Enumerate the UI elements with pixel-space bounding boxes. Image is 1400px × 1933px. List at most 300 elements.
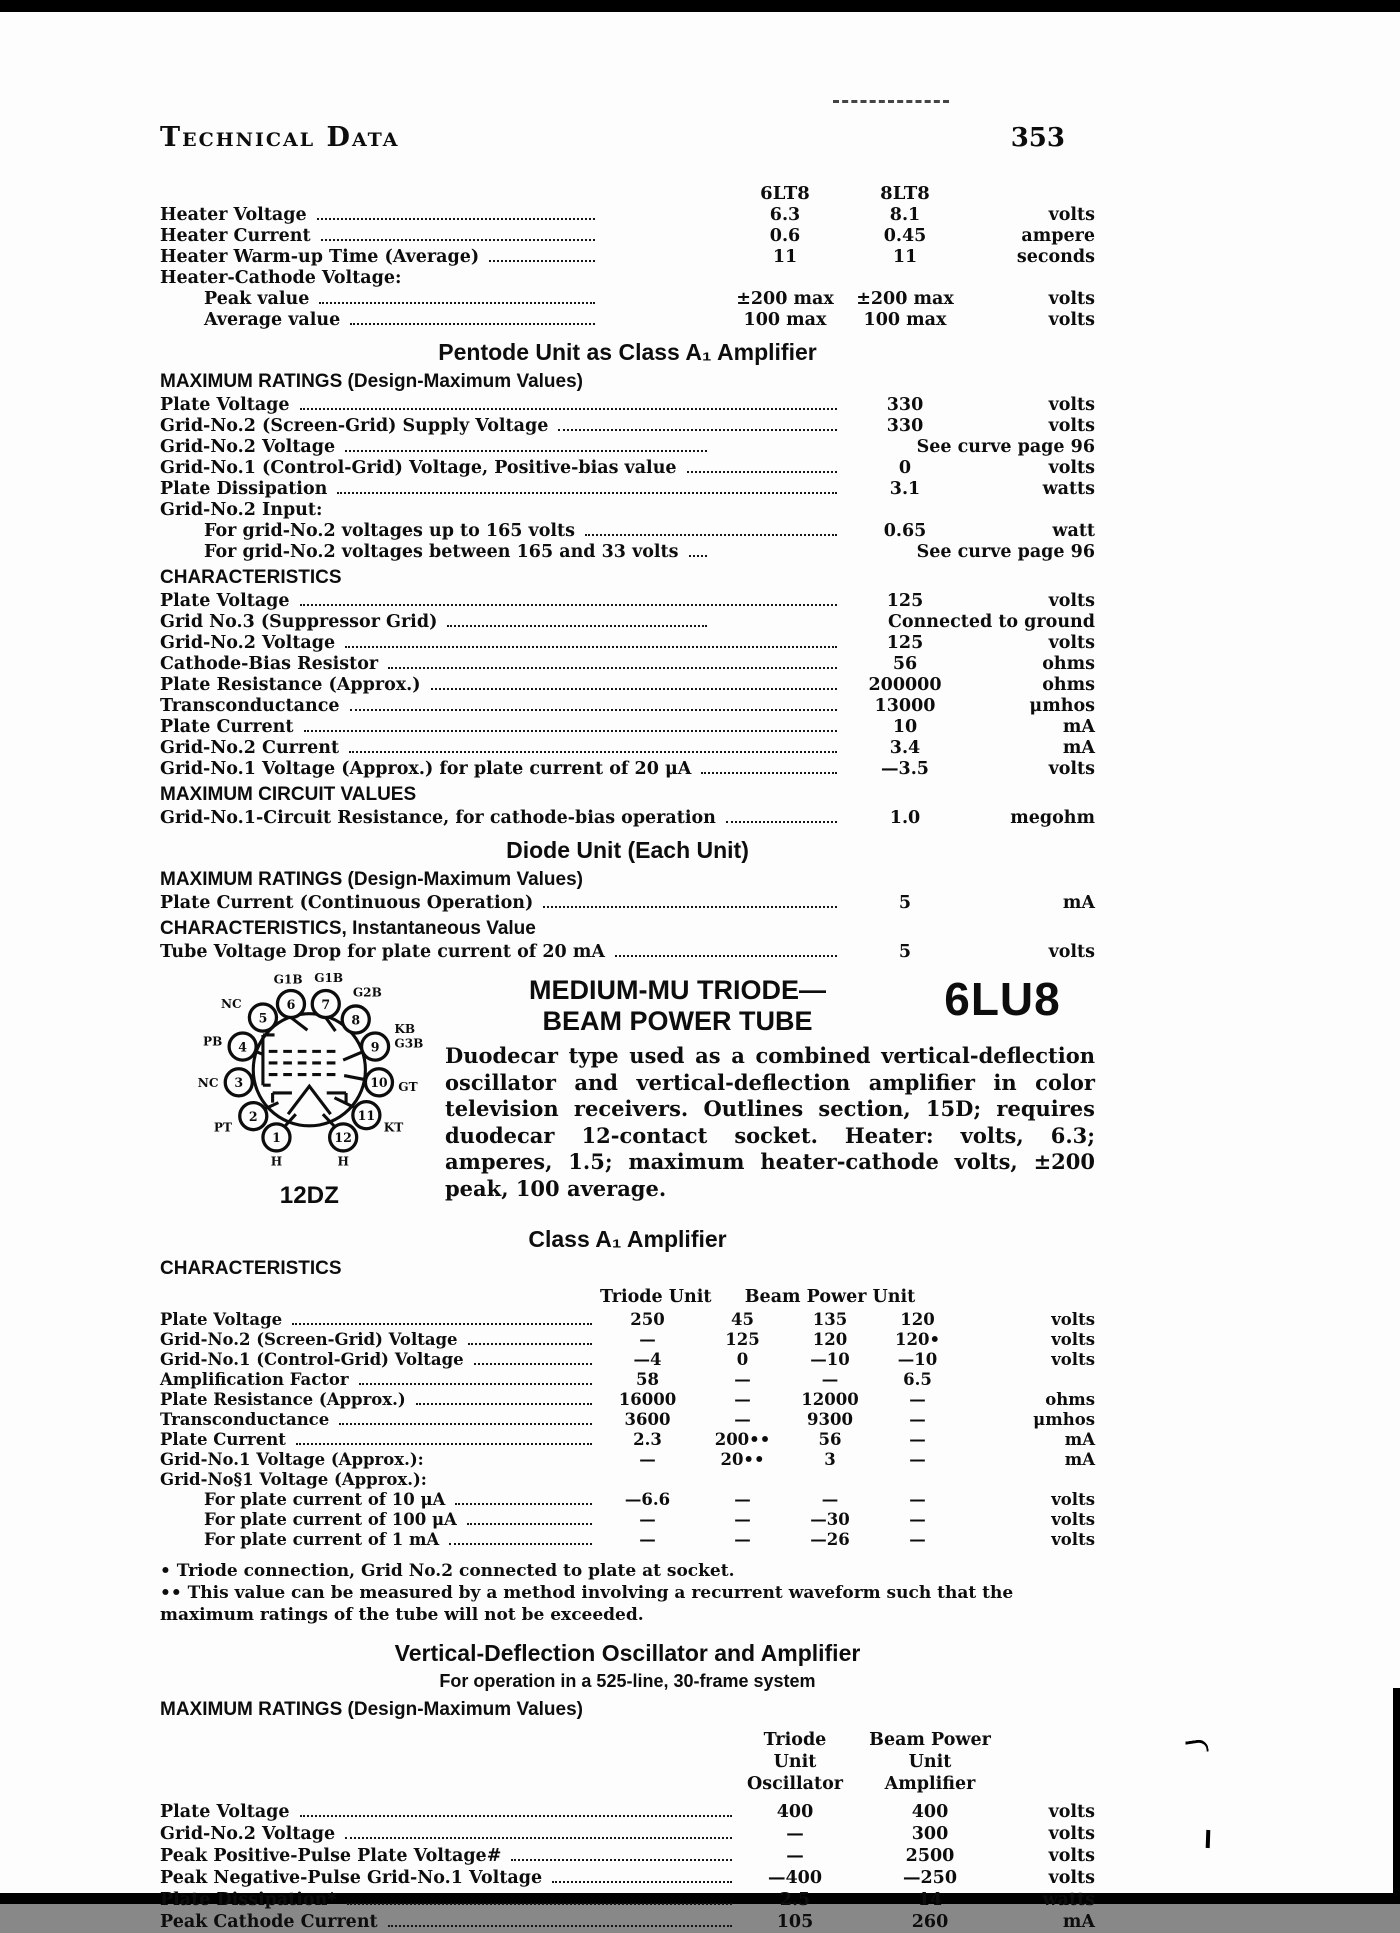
table-row [160, 416, 1095, 437]
unit: mA [1064, 1450, 1095, 1469]
row-label: Plate Voltage [160, 591, 290, 611]
basing-diagram-svg [145, 969, 435, 1214]
vdo-subtitle: For operation in a 525-line, 30-frame system [439, 1671, 816, 1691]
row-label: Plate Voltage [160, 395, 290, 415]
pin-11-label: KT [383, 1120, 404, 1135]
table-row [160, 542, 1095, 563]
value-oscillator: — [786, 1824, 804, 1844]
unit: mA [1062, 1912, 1095, 1932]
value-amplifier: 300 [911, 1824, 949, 1844]
value-amplifier: 14 [917, 1890, 943, 1910]
value: 330 [886, 395, 924, 415]
table-row [160, 1430, 1095, 1450]
pin-1-number: 1 [272, 1130, 281, 1146]
row-label: Peak Negative-Pulse Grid-No.1 Voltage [160, 1868, 543, 1888]
table-row [160, 437, 1095, 458]
pentode-max-ratings-table [160, 395, 1095, 563]
table-row [160, 1530, 1095, 1550]
unit: volts [1048, 759, 1095, 779]
value: 13000 [874, 696, 936, 716]
unit: mA [1062, 738, 1095, 758]
value-oscillator: —400 [767, 1868, 823, 1888]
unit: watts [1042, 1890, 1095, 1910]
row-label: Tube Voltage Drop for plate current of 20 mA [160, 942, 605, 962]
value-triode: 250 [630, 1310, 665, 1329]
footnote: • Triode connection, Grid No.2 connected to plate at socket. [160, 1561, 735, 1581]
dot-leader [552, 1881, 732, 1883]
value-beam-3: 120• [895, 1330, 940, 1349]
unit: ohms [1042, 675, 1095, 695]
dot-leader [474, 1363, 592, 1365]
row-label: Grid No.3 (Suppressor Grid) [160, 612, 438, 632]
value: 3.1 [889, 479, 921, 499]
dot-leader [347, 1903, 733, 1905]
value-8lt8: 0.45 [883, 226, 927, 246]
value-beam-2: 3 [824, 1450, 836, 1469]
value-triode: —6.6 [624, 1490, 671, 1509]
pin-8-number: 8 [351, 1012, 361, 1028]
row-label: Heater Warm-up Time (Average) [160, 247, 480, 267]
unit: volts [1051, 1310, 1095, 1329]
row-label: Plate Resistance (Approx.) [160, 1390, 406, 1409]
footnote: •• This value can be measured by a method involving a recurrent waveform such that the maximum ratings of the tube will not be exceeded. [160, 1583, 1014, 1625]
value-beam-1: — [734, 1490, 751, 1509]
value-beam-3: — [909, 1530, 926, 1549]
row-label: Grid-No.2 (Screen-Grid) Voltage [160, 1330, 458, 1349]
table-row [160, 808, 1095, 829]
unit: μmhos [1033, 1410, 1095, 1429]
max-circuit-values-heading: MAXIMUM CIRCUIT VALUES [160, 784, 417, 805]
row-label: For plate current of 100 μA [204, 1510, 457, 1529]
value-beam-1: — [734, 1510, 751, 1529]
table-row [160, 759, 1095, 780]
row-label: For plate current of 10 μA [204, 1490, 446, 1509]
dot-leader [345, 646, 837, 648]
vdo-column-headers [160, 1729, 1095, 1795]
scan-artifact-top-bar [0, 0, 1400, 12]
value: See curve page 96 [916, 542, 1095, 562]
pin-1-label: H [270, 1154, 283, 1169]
pentode-characteristics-table [160, 591, 1095, 780]
dot-leader [558, 429, 837, 431]
dot-leader [345, 1837, 732, 1839]
diode-max-ratings-table [160, 893, 1095, 914]
value-beam-2: 135 [812, 1310, 848, 1329]
value-6lt8: 11 [772, 247, 798, 267]
row-label: Heater-Cathode Voltage: [160, 268, 402, 288]
dot-leader [300, 604, 837, 606]
pin-7-number: 7 [321, 996, 331, 1012]
table-row [160, 1801, 1095, 1823]
value: 56 [892, 654, 918, 674]
value: 1.0 [889, 808, 921, 828]
scan-artifact-tick [1206, 1830, 1211, 1848]
row-label: Grid-No.2 Input: [160, 500, 323, 520]
section-title-pentode: Pentode Unit as Class A₁ Amplifier [438, 339, 817, 365]
table-row [160, 268, 1095, 289]
row-label: For plate current of 1 mA [204, 1530, 440, 1549]
table-row [160, 717, 1095, 738]
pin-9-label2: G3B [394, 1036, 424, 1051]
table-row [160, 205, 1095, 226]
pin-9-label: KB [394, 1022, 416, 1037]
row-label: Plate Dissipation [160, 479, 328, 499]
unit: volts [1048, 310, 1095, 330]
unit: ampere [1021, 226, 1095, 246]
dot-leader [388, 667, 837, 669]
pin-5-label: NC [221, 996, 242, 1011]
pin-11-number: 11 [357, 1108, 376, 1124]
dot-leader [726, 821, 837, 823]
pin-6-number: 6 [286, 996, 296, 1012]
pin-2-number: 2 [248, 1108, 258, 1124]
dot-leader [431, 688, 837, 690]
section-title-diode: Diode Unit (Each Unit) [506, 837, 749, 863]
section-title-vdo: Vertical-Deflection Oscillator and Amplifier [394, 1640, 861, 1666]
table-row [160, 893, 1095, 914]
table-row [160, 633, 1095, 654]
diode-max-ratings-heading: MAXIMUM RATINGS (Design-Maximum Values) [160, 869, 583, 890]
unit: volts [1048, 1824, 1095, 1844]
table-row [160, 1845, 1095, 1867]
section-title-class-a1: Class A₁ Amplifier [528, 1226, 727, 1252]
dot-leader [337, 492, 837, 494]
table-row [160, 1889, 1095, 1911]
row-label: Grid-No.1 Voltage (Approx.) for plate current of 20 μA [160, 759, 692, 779]
value-beam-3: — [909, 1430, 926, 1449]
row-label: Plate Dissipation* [160, 1890, 337, 1910]
value-triode: — [639, 1330, 656, 1349]
dot-leader [345, 450, 707, 452]
value-beam-1: 45 [731, 1310, 754, 1329]
table-row [160, 591, 1095, 612]
row-label: Transconductance [160, 696, 340, 716]
pin-7-label: G1B [314, 970, 344, 985]
unit: volts [1048, 591, 1095, 611]
dot-leader [615, 955, 837, 957]
unit: volts [1051, 1350, 1095, 1369]
column-header-beam-amplifier: Beam Power Unit Amplifier [869, 1730, 991, 1794]
dot-leader [317, 218, 595, 220]
tube-6lu8-section [145, 969, 1095, 1218]
row-label: Plate Voltage [160, 1310, 283, 1329]
value-beam-2: —30 [810, 1510, 850, 1529]
value: 10 [892, 717, 918, 737]
row-label: Grid-No§1 Voltage (Approx.): [160, 1470, 427, 1489]
table-row [160, 1330, 1095, 1350]
unit: watt [1052, 521, 1095, 541]
unit: volts [1051, 1530, 1095, 1549]
footnotes [160, 1560, 1095, 1626]
unit: volts [1048, 205, 1095, 225]
table-row [160, 1450, 1095, 1470]
row-label: Grid-No.2 Voltage [160, 1824, 336, 1844]
value-oscillator: — [786, 1846, 804, 1866]
table-row [160, 612, 1095, 633]
value: 0 [898, 458, 912, 478]
pin-6-label: G1B [273, 972, 303, 987]
dot-leader [339, 1423, 592, 1425]
value-beam-3: — [909, 1450, 926, 1469]
row-label: Grid-No.2 Voltage [160, 437, 336, 457]
pin-10-label: GT [398, 1080, 418, 1095]
table-row [160, 1867, 1095, 1889]
tube-basing-diagram [145, 969, 435, 1218]
dot-leader [296, 1443, 592, 1445]
characteristics-heading: CHARACTERISTICS [160, 567, 342, 588]
value: 200000 [868, 675, 942, 695]
dot-leader [687, 471, 837, 473]
table-row [160, 458, 1095, 479]
pin-9-number: 9 [370, 1039, 380, 1055]
row-label: Peak Cathode Current [160, 1912, 378, 1932]
table-row [160, 521, 1095, 542]
value-triode: 16000 [618, 1390, 677, 1409]
dot-leader [511, 1859, 732, 1861]
value: 330 [886, 416, 924, 436]
tube-model-number: 6LU8 [944, 973, 1061, 1025]
table-row [160, 942, 1095, 963]
page-header [160, 122, 1095, 153]
row-label: Transconductance [160, 1410, 330, 1429]
table-row [160, 1510, 1095, 1530]
value: 125 [886, 633, 924, 653]
value-amplifier: 2500 [905, 1846, 955, 1866]
row-label: Grid-No.2 Voltage [160, 633, 336, 653]
page-title: Technical Data [160, 122, 400, 153]
value: 5 [898, 893, 912, 913]
value-beam-1: 200•• [714, 1430, 771, 1449]
vdo-max-ratings-table [160, 1801, 1095, 1933]
row-label: Plate Current (Continuous Operation) [160, 893, 534, 913]
value-triode: — [639, 1530, 656, 1549]
row-label: Grid-No.1 Voltage (Approx.): [160, 1450, 424, 1469]
unit: ohms [1045, 1390, 1095, 1409]
dot-leader [585, 534, 837, 536]
unit: mA [1062, 717, 1095, 737]
scan-artifact-curl [1185, 1739, 1209, 1755]
class-a1-characteristics-table [160, 1310, 1095, 1550]
row-label: Plate Resistance (Approx.) [160, 675, 421, 695]
value-beam-3: — [909, 1510, 926, 1529]
diode-characteristics-heading: CHARACTERISTICS, Instantaneous Value [160, 918, 536, 939]
table-row [160, 1490, 1095, 1510]
tube-type-heading: MEDIUM-MU TRIODE— BEAM POWER TUBE [529, 975, 826, 1036]
maximum-ratings-heading: MAXIMUM RATINGS (Design-Maximum Values) [160, 371, 583, 392]
table-row [160, 247, 1095, 268]
value-triode: 2.3 [633, 1430, 662, 1449]
row-label: Heater Voltage [160, 205, 307, 225]
value-6lt8: ±200 max [736, 289, 834, 309]
unit: volts [1048, 1802, 1095, 1822]
value-6lt8: 100 max [743, 310, 827, 330]
unit: volts [1048, 395, 1095, 415]
value-8lt8: 8.1 [889, 205, 921, 225]
unit: seconds [1016, 247, 1095, 267]
table-row [160, 226, 1095, 247]
unit: ohms [1042, 654, 1095, 674]
value-beam-2: 12000 [801, 1390, 859, 1409]
table-row [160, 395, 1095, 416]
dot-leader [416, 1403, 592, 1405]
table-row [160, 1370, 1095, 1390]
page-number: 353 [1010, 123, 1065, 153]
value-triode: 58 [636, 1370, 659, 1389]
tube-description-column [435, 969, 1095, 1218]
dot-leader [388, 1925, 732, 1927]
value-beam-1: — [734, 1390, 751, 1409]
dot-leader [350, 709, 838, 711]
value-amplifier: —250 [902, 1868, 958, 1888]
value-beam-2: —10 [810, 1350, 850, 1369]
row-label: Peak Positive-Pulse Plate Voltage# [160, 1846, 502, 1866]
value-amplifier: 260 [911, 1912, 949, 1932]
pin-12-number: 12 [334, 1130, 352, 1146]
row-label: Peak value [204, 289, 310, 309]
dot-leader [349, 751, 837, 753]
row-label: Plate Current [160, 1430, 286, 1449]
unit: volts [1048, 1846, 1095, 1866]
table-row [160, 289, 1095, 310]
value: See curve page 96 [916, 437, 1095, 457]
unit: mA [1062, 893, 1095, 913]
dot-leader [292, 1323, 592, 1325]
row-label: Cathode-Bias Resistor [160, 654, 379, 674]
row-label: For grid-No.2 voltages between 165 and 33 volts [204, 542, 679, 562]
value-beam-3: 6.5 [903, 1370, 932, 1389]
dot-leader [350, 323, 595, 325]
pin-4-label: PB [203, 1034, 223, 1049]
row-label: Grid-No.2 Current [160, 738, 340, 758]
value-oscillator: 105 [776, 1912, 814, 1932]
group-header-triode-unit: Triode Unit [600, 1287, 712, 1307]
value-beam-2: — [821, 1490, 839, 1509]
value-8lt8: 100 max [863, 310, 947, 330]
table-row [160, 675, 1095, 696]
row-label: Amplification Factor [160, 1370, 349, 1389]
unit: volts [1048, 633, 1095, 653]
value: 0.65 [883, 521, 927, 541]
value-8lt8: ±200 max [856, 289, 954, 309]
dot-leader [359, 1383, 592, 1385]
table-row [160, 1310, 1095, 1330]
table-row [160, 696, 1095, 717]
value-triode: — [639, 1450, 656, 1469]
class-a1-group-headers [160, 1286, 1095, 1308]
value: Connected to ground [887, 612, 1095, 632]
dot-leader [321, 239, 595, 241]
value-triode: 3600 [624, 1410, 671, 1429]
pin-4-number: 4 [238, 1039, 248, 1055]
value: —3.5 [881, 759, 929, 779]
dot-leader [468, 1343, 592, 1345]
page-content [160, 122, 1095, 1933]
value-6lt8: 0.6 [769, 226, 801, 246]
value-8lt8: 11 [892, 247, 918, 267]
vdo-max-ratings-heading: MAXIMUM RATINGS (Design-Maximum Values) [160, 1699, 583, 1720]
pin-5-number: 5 [258, 1010, 268, 1026]
scan-artifact-dashes [833, 100, 949, 103]
row-label: Plate Voltage [160, 1802, 290, 1822]
group-header-beam-power-unit: Beam Power Unit [744, 1287, 916, 1307]
unit: watts [1042, 479, 1095, 499]
pin-8-label: G2B [352, 985, 382, 1000]
dot-leader [319, 302, 595, 304]
value-beam-2: —26 [810, 1530, 850, 1549]
row-label: Grid-No.1 (Control-Grid) Voltage [160, 1350, 464, 1369]
row-label: Plate Current [160, 717, 294, 737]
table-row [160, 1350, 1095, 1370]
value-beam-1: — [734, 1370, 751, 1389]
scan-artifact-right-strip [1393, 1688, 1400, 1904]
value-beam-2: 56 [818, 1430, 842, 1449]
dot-leader [304, 730, 838, 732]
value-beam-3: — [909, 1490, 926, 1509]
table-row [160, 1410, 1095, 1430]
row-label: Grid-No.1-Circuit Resistance, for cathode-bias operation [160, 808, 716, 828]
unit: volts [1051, 1490, 1095, 1509]
basing-caption: 12DZ [279, 1182, 339, 1210]
row-label: Grid-No.1 (Control-Grid) Voltage, Positive-bias value [160, 458, 677, 478]
unit: volts [1051, 1330, 1095, 1349]
dot-leader [489, 260, 595, 262]
table-row [160, 1390, 1095, 1410]
value-6lt8: 6.3 [769, 205, 801, 225]
value: 125 [886, 591, 924, 611]
value: 3.4 [889, 738, 921, 758]
table-row [160, 500, 1095, 521]
dot-leader [701, 772, 837, 774]
table-row [160, 479, 1095, 500]
dot-leader [543, 906, 837, 908]
dot-leader [689, 555, 708, 557]
value-beam-2: 9300 [807, 1410, 853, 1429]
dot-leader [300, 408, 837, 410]
unit: mA [1064, 1430, 1095, 1449]
value: 5 [898, 942, 912, 962]
max-circuit-values-table [160, 808, 1095, 829]
value-beam-3: — [909, 1390, 926, 1409]
column-header-8lt8: 8LT8 [880, 183, 930, 204]
unit: volts [1048, 942, 1095, 962]
row-label: Grid-No.2 (Screen-Grid) Supply Voltage [160, 416, 549, 436]
unit: μmhos [1029, 696, 1095, 716]
unit: volts [1048, 416, 1095, 436]
value-oscillator: 400 [776, 1802, 814, 1822]
value-beam-1: 0 [736, 1350, 749, 1369]
unit: volts [1048, 289, 1095, 309]
table-row [160, 654, 1095, 675]
pin-3-number: 3 [234, 1075, 244, 1091]
pin-12-label: H [337, 1154, 349, 1169]
column-header-triode-oscillator: Triode Unit Oscillator [746, 1730, 843, 1794]
pin-3-label: NC [197, 1076, 219, 1091]
tube-description: Duodecar type used as a combined vertical-deflection oscillator and vertical-deflection amplifier in color television receivers. Outlines section, 15D; requires duodecar 12-contact socket. Heater: volts, 6.3; amperes, 1.5; maximum heater-cathode volts, ±200 peak, 100 average. [445, 1043, 1095, 1201]
dot-leader [467, 1523, 592, 1525]
column-header-6lt8: 6LT8 [760, 183, 810, 204]
unit: volts [1051, 1510, 1095, 1529]
row-label: Average value [204, 310, 341, 330]
class-a1-characteristics-heading: CHARACTERISTICS [160, 1258, 342, 1279]
value-beam-1: 125 [725, 1330, 760, 1349]
value-triode: —4 [633, 1350, 662, 1369]
dot-leader [455, 1503, 592, 1505]
value-beam-3: 120 [900, 1310, 935, 1329]
diode-characteristics-table [160, 942, 1095, 963]
value-beam-2: — [821, 1370, 839, 1389]
tube-heading-row [445, 975, 1095, 1037]
table-row [160, 1911, 1095, 1933]
